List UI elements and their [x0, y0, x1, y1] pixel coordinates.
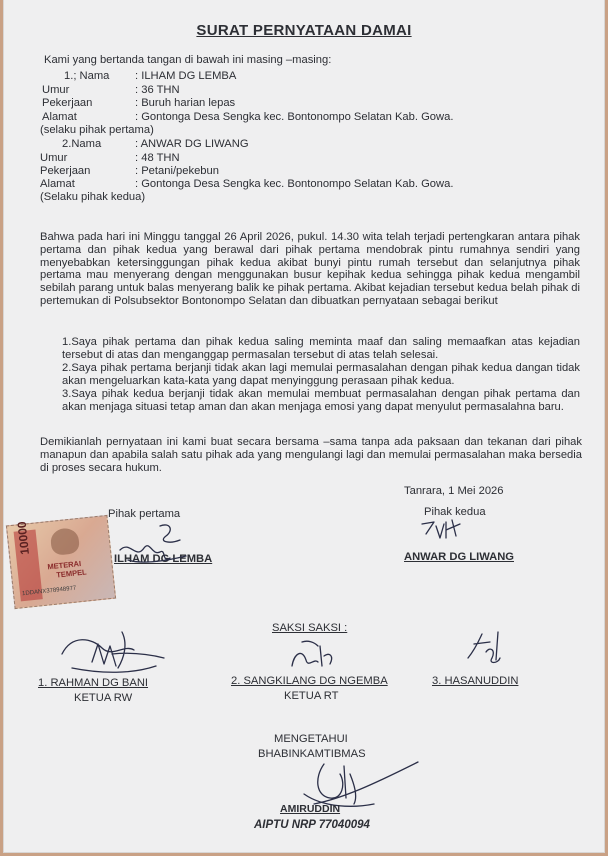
party1-age: : 36 THN [135, 84, 180, 96]
document-page [4, 0, 604, 852]
party1-job: : Buruh harian lepas [135, 97, 236, 109]
statement-point-2: 2.Saya pihak pertama berjanji tidak akan lagi memulai permasalahan dengan pihak kedua dangan tidak akan mengeluarkan kata-kata yang dapat menyinggung perasaan pihak kedua. [62, 362, 580, 387]
acknowledged-label: MENGETAHUI [274, 733, 348, 745]
official-unit: BHABINKAMTIBMAS [258, 748, 366, 760]
statement-point-3: 3.Saya pihak kedua berjanji tidak akan memulai membuat permasalahan dengan pihak pertama dan akan menjaga situasi tetap aman dan akan menjaga emosi yang dapat menyulut permasalahna baru. [62, 388, 580, 413]
intro-line: Kami yang bertanda tangan di bawah ini masing –masing: [44, 54, 332, 66]
closing-paragraph: Demikianlah pernyataan ini kami buat secara bersama –sama tanpa ada paksaan dan tekanan dari pihak manapun dan apabila salah satu pihak ada yang mengulangi lagi dan memulai permasalahan maka bersedia di proses secara hukum. [40, 436, 582, 474]
party2-address: : Gontonga Desa Sengka kec. Bontonompo Selatan Kab. Gowa. [135, 178, 454, 190]
second-party-label: Pihak kedua [424, 506, 486, 518]
party2-number: 2.Nama [62, 138, 102, 150]
party1-number: 1.; Nama [64, 70, 110, 82]
party1-role: (selaku pihak pertama) [40, 124, 154, 136]
stamp-value: 10000 [14, 520, 33, 556]
second-party-signature [416, 516, 476, 544]
witness1-signature [52, 624, 172, 684]
party1-address: : Gontonga Desa Sengka kec. Bontonompo Selatan Kab. Gowa. [135, 111, 454, 123]
party2-address-label: Alamat [40, 178, 75, 190]
witness2-name: 2. SANGKILANG DG NGEMBA [231, 675, 388, 687]
official-name: AMIRUDDIN [280, 803, 341, 815]
party1-age-label: Umur [42, 84, 70, 96]
party2-age-label: Umur [40, 152, 68, 164]
party1-job-label: Pekerjaan [42, 97, 93, 109]
document-title: SURAT PERNYATAAN DAMAI [196, 22, 412, 39]
statement-paragraph: Bahwa pada hari ini Minggu tanggal 26 April 2026, pukul. 14.30 wita telah terjadi pertengkaran antara pihak pertama dan pihak kedua yang berawal dari pihak pertama mendobrak pintu rumahnya sendiri yang menyebabkan ketersinggungan pihak kedua akibat bunyi pintu rumah tersebut dan selanjutnya pihak pertama mau menyerang dengan menggunakan busur kepihak kedua sehingga pihak kedua mengambil sebilah parang untuk balas menyerang balik ke pihak pertama. Akibat kejadian tersebut kedua belah pihak di pertemukan di Polsubsektor Bontonompo Selatan dan dibuatkan pernyataan sebagai berikut [40, 231, 580, 307]
witness3-signature [460, 628, 510, 672]
witness3-name: 3. HASANUDDIN [432, 675, 519, 687]
party2-job-label: Pekerjaan [40, 165, 91, 177]
stamp-text-meterai: METERAI [46, 558, 82, 572]
statement-point-1: 1.Saya pihak pertama dan pihak kedua saling meminta maaf dan saling memaafkan atas kejadian tersebut di atas dan menganggap permasalan tersebut di atas telah selesai. [62, 336, 580, 361]
witnesses-heading: SAKSI SAKSI : [272, 622, 348, 634]
first-party-name: ILHAM DG LEMBA [114, 553, 213, 565]
first-party-signature [100, 520, 213, 570]
party1-name: : ILHAM DG LEMBA [135, 70, 237, 82]
second-party-name: ANWAR DG LIWANG [404, 551, 514, 563]
witness2-signature [284, 636, 344, 676]
stamp-text-tempel: TEMPEL [55, 567, 88, 580]
witness1-role: KETUA RW [74, 692, 133, 704]
party2-name: : ANWAR DG LIWANG [135, 138, 249, 150]
first-party-label: Pihak pertama [108, 508, 181, 520]
garuda-emblem-icon [50, 527, 81, 556]
official-rank-nrp: AIPTU NRP 77040094 [254, 819, 370, 831]
party1-address-label: Alamat [42, 111, 77, 123]
witness2-role: KETUA RT [284, 690, 339, 702]
stamp-serial: 1DDANX378948977 [21, 585, 77, 598]
place-date: Tanrara, 1 Mei 2026 [404, 485, 504, 497]
witness1-name: 1. RAHMAN DG BANI [38, 677, 149, 689]
party2-role: (Selaku pihak kedua) [40, 191, 146, 203]
party2-job: : Petani/pekebun [135, 165, 219, 177]
party2-age: : 48 THN [135, 152, 180, 164]
